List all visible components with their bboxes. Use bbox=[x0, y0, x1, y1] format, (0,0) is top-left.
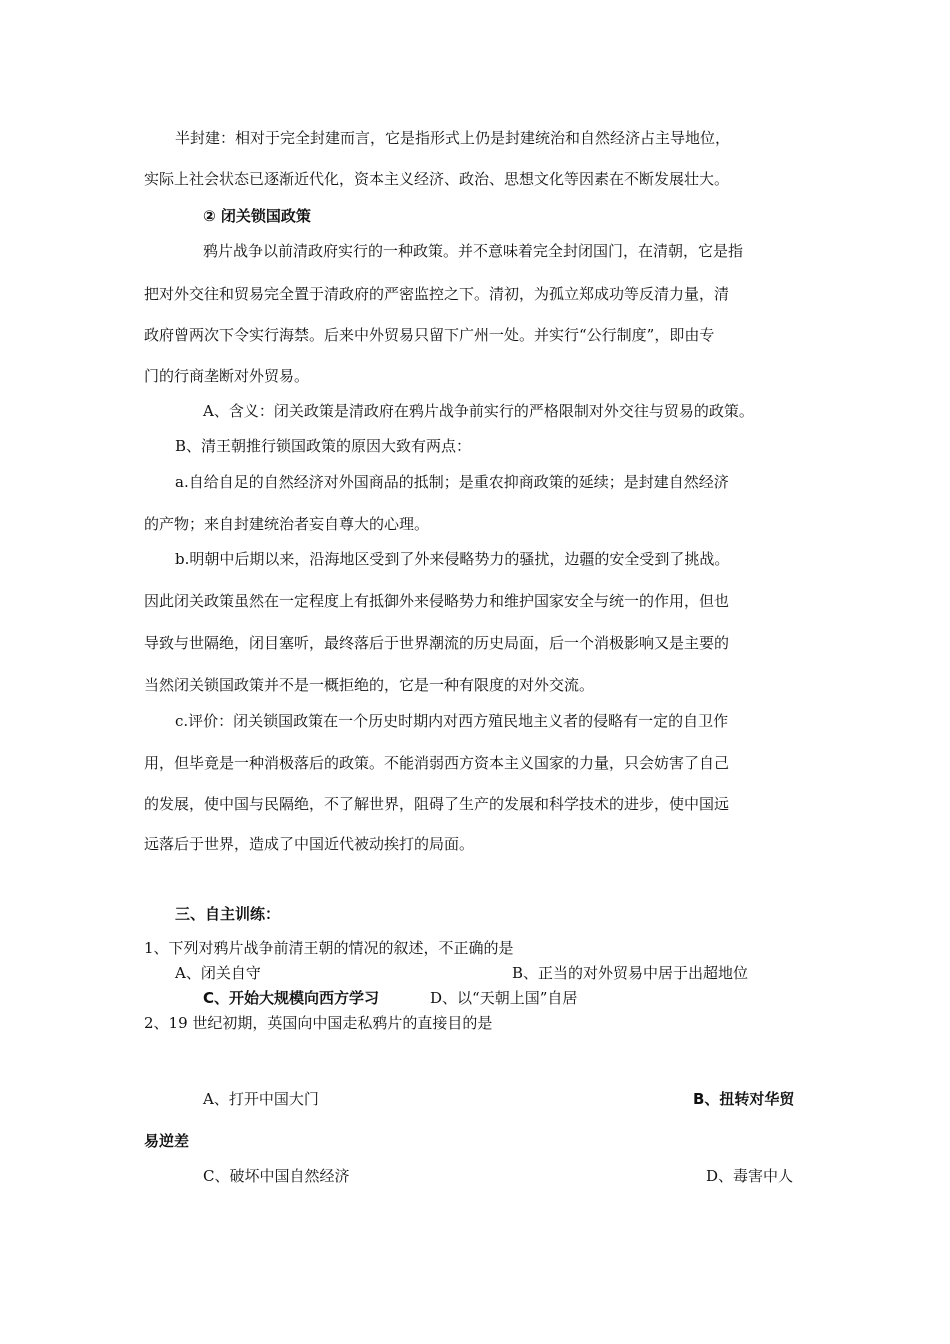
reason-b-line: 因此闭关政策虽然在一定程度上有抵御外来侵略势力和维护国家安全与统一的作用，但也 bbox=[144, 592, 730, 610]
closed-door-para-line: 政府曾两次下令实行海禁。后来中外贸易只留下广州一处。并实行“公行制度”，即由专 bbox=[144, 326, 715, 344]
closed-door-para-line: 鸦片战争以前清政府实行的一种政策。并不意味着完全封闭国门，在清朝，它是指 bbox=[203, 242, 744, 260]
question-2-stem: 2、19 世纪初期，英国向中国走私鸦片的直接目的是 bbox=[144, 1014, 493, 1032]
closed-door-heading: ② 闭关锁国政策 bbox=[203, 207, 311, 225]
question-1-stem: 1、下列对鸦片战争前清王朝的情况的叙述，不正确的是 bbox=[144, 939, 514, 957]
evaluation-line: 远落后于世界，造成了中国近代被动挨打的局面。 bbox=[144, 835, 475, 853]
q1-option-c: C、开始大规模向西方学习 bbox=[203, 989, 380, 1007]
q2-option-d: D、毒害中人 bbox=[706, 1167, 794, 1185]
exercises-heading: 三、自主训练： bbox=[175, 905, 281, 923]
evaluation-line: c.评价：闭关锁国政策在一个历史时期内对西方殖民地主义者的侵略有一定的自卫作 bbox=[175, 712, 729, 730]
closed-door-para-line: 把对外交往和贸易完全置于清政府的严密监控之下。清初，为孤立郑成功等反清力量，清 bbox=[144, 285, 730, 303]
item-a-meaning: A、含义：闭关政策是清政府在鸦片战争前实行的严格限制对外交往与贸易的政策。 bbox=[203, 402, 754, 420]
reason-b-line: 当然闭关锁国政策并不是一概拒绝的，它是一种有限度的对外交流。 bbox=[144, 676, 595, 694]
q1-option-d: D、以“天朝上国”自居 bbox=[430, 989, 578, 1007]
closed-door-para-line: 门的行商垄断对外贸易。 bbox=[144, 367, 310, 385]
q2-option-b: B、扭转对华贸 bbox=[693, 1090, 795, 1108]
item-b-reasons: B、清王朝推行锁国政策的原因大致有两点： bbox=[175, 437, 472, 455]
reason-a-line: 的产物；来自封建统治者妄自尊大的心理。 bbox=[144, 515, 430, 533]
reason-b-line: 导致与世隔绝，闭目塞听，最终落后于世界潮流的历史局面，后一个消极影响又是主要的 bbox=[144, 634, 730, 652]
q2-option-b-continued: 易逆差 bbox=[144, 1132, 190, 1150]
semi-feudal-line-2: 实际上社会状态已逐渐近代化，资本主义经济、政治、思想文化等因素在不断发展壮大。 bbox=[144, 170, 730, 188]
reason-b-line: b.明朝中后期以来，沿海地区受到了外来侵略势力的骚扰，边疆的安全受到了挑战。 bbox=[175, 550, 730, 568]
q2-option-a: A、打开中国大门 bbox=[203, 1090, 319, 1108]
q1-option-a: A、闭关自守 bbox=[175, 964, 261, 982]
q1-option-b: B、正当的对外贸易中居于出超地位 bbox=[512, 964, 749, 982]
semi-feudal-line-1: 半封建：相对于完全封建而言，它是指形式上仍是封建统治和自然经济占主导地位， bbox=[175, 129, 731, 147]
evaluation-line: 用，但毕竟是一种消极落后的政策。不能消弱西方资本主义国家的力量，只会妨害了自己 bbox=[144, 754, 730, 772]
reason-a-line: a.自给自足的自然经济对外国商品的抵制；是重农抑商政策的延续；是封建自然经济 bbox=[175, 473, 729, 491]
q2-option-c: C、破坏中国自然经济 bbox=[203, 1167, 350, 1185]
evaluation-line: 的发展，使中国与民隔绝，不了解世界，阻碍了生产的发展和科学技术的进步，使中国远 bbox=[144, 795, 730, 813]
